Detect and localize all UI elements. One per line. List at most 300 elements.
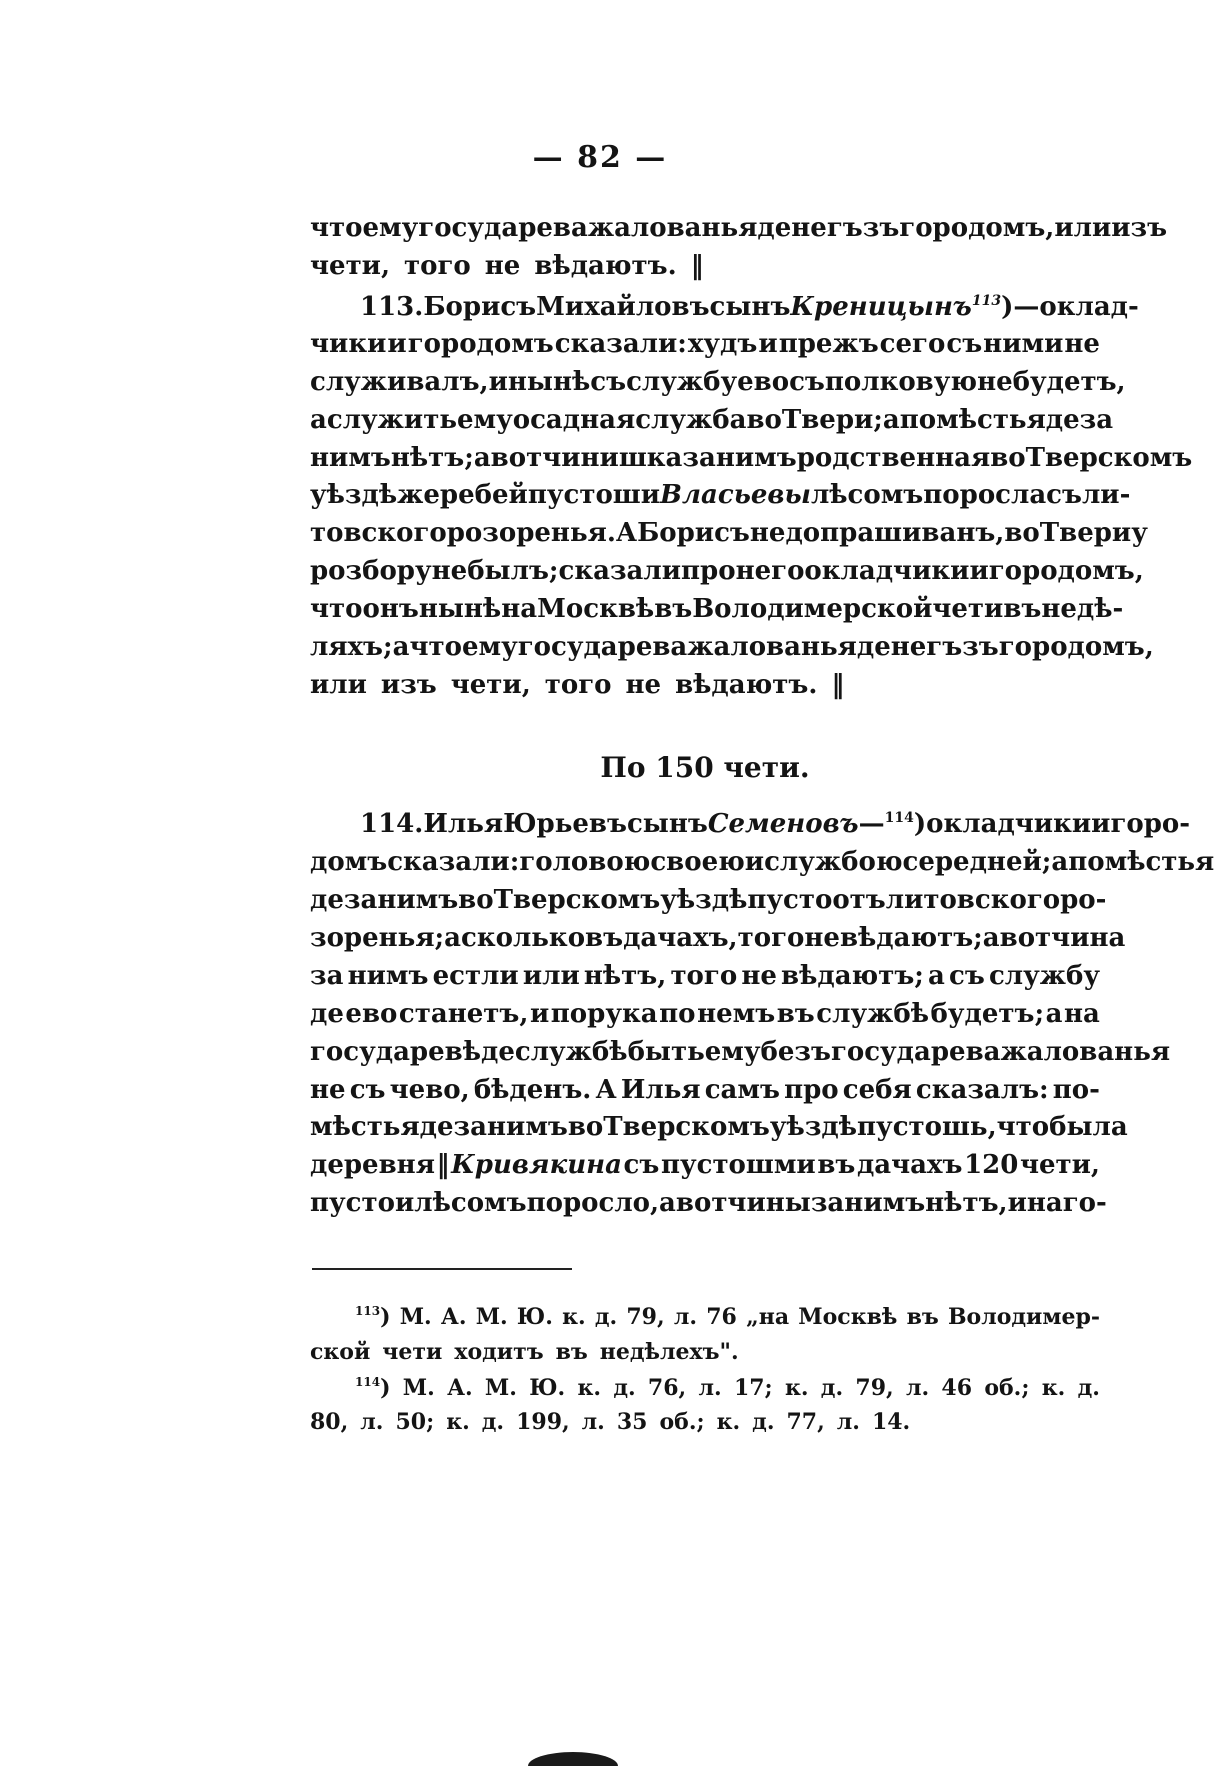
body-token: а: [473, 443, 491, 473]
body-word: [900, 402, 1046, 438]
body-token: службу: [626, 367, 738, 397]
emphasized-name: Креницынъ: [790, 292, 972, 322]
footnote-token: д.: [613, 1375, 636, 1401]
body-token: денегъ: [757, 213, 863, 243]
body-token: деревня: [310, 1150, 435, 1180]
body-token: ): [913, 809, 927, 839]
body-token: въ: [776, 999, 815, 1029]
body-word: [637, 515, 750, 551]
body-token: по-: [1052, 1075, 1100, 1105]
footnote-word: [698, 1372, 721, 1404]
body-word: [393, 629, 410, 665]
footnote-token: к.: [784, 1375, 809, 1401]
body-token: недѣ-: [1041, 594, 1124, 624]
body-word: [1001, 1034, 1171, 1070]
footnote-word: [798, 1301, 897, 1333]
body-token: жеребей: [397, 480, 528, 510]
body-token: не: [625, 670, 662, 700]
body-token: де: [310, 999, 344, 1029]
body-token: мѣстья: [310, 1112, 420, 1142]
body-token: за: [1079, 405, 1114, 435]
body-word: [880, 326, 946, 362]
body-token: и: [758, 329, 778, 359]
section-heading: По 150 чети.: [600, 751, 810, 784]
body-word: [1111, 210, 1167, 246]
body-word: [528, 477, 660, 513]
body-word: [804, 920, 840, 956]
footnote-line: [310, 1336, 1100, 1368]
body-token: чети: [932, 594, 1004, 624]
footnote-marker: 113: [355, 1304, 381, 1318]
body-token: зъ: [962, 632, 999, 662]
body-token: и: [394, 1188, 415, 1218]
body-token: чево,: [389, 1075, 470, 1105]
body-word: [454, 1109, 487, 1145]
body-word: [1063, 1185, 1107, 1221]
body-token: съ: [789, 367, 825, 397]
body-word: [797, 440, 991, 476]
body-word: [949, 958, 985, 994]
body-token: и: [969, 556, 989, 586]
body-token: вѣдаютъ.: [534, 251, 677, 281]
body-token: нынѣ: [507, 367, 591, 397]
body-token: ли-: [1081, 480, 1131, 510]
body-token: службою: [764, 847, 903, 877]
body-word: [1001, 289, 1139, 325]
body-word: [883, 402, 900, 438]
body-word: [530, 996, 549, 1032]
body-word: [1082, 477, 1130, 513]
body-word: [737, 364, 789, 400]
emphasized-name: Семеновъ: [707, 809, 859, 839]
body-word: [501, 591, 537, 627]
footnote-word: [403, 1372, 435, 1404]
body-word: [444, 920, 461, 956]
footnote-word: [395, 1406, 434, 1438]
footnote-token: М.: [399, 1304, 432, 1330]
body-word: [310, 248, 390, 284]
body-token: Тверскомъ: [1025, 443, 1193, 473]
body-token: не: [977, 367, 1013, 397]
body-word: [626, 364, 737, 400]
body-token: Борисъ: [423, 292, 537, 322]
body-token: на: [1064, 999, 1100, 1029]
footnote-word: [441, 1301, 467, 1333]
body-word: [902, 844, 1051, 880]
body-word: [840, 920, 983, 956]
body-word: [603, 1109, 770, 1145]
body-token: пустоши: [527, 480, 661, 510]
body-token: и: [488, 367, 508, 397]
footnote-token: об.;: [984, 1375, 1030, 1401]
body-word: [758, 326, 777, 362]
body-token: го-: [1062, 1188, 1107, 1218]
body-word: [362, 210, 418, 246]
body-word: [310, 844, 387, 880]
body-token: на: [501, 594, 538, 624]
body-word: [781, 958, 924, 994]
body-token: ево: [345, 999, 398, 1029]
body-word: [659, 996, 695, 1032]
body-word: [1080, 402, 1113, 438]
body-word: [377, 882, 458, 918]
body-line: [310, 1072, 1100, 1108]
body-line: [310, 477, 1131, 513]
body-word: [1003, 591, 1041, 627]
body-word: [670, 958, 737, 994]
body-word: [457, 402, 513, 438]
body-token: самъ: [704, 1075, 780, 1105]
body-word: [423, 289, 536, 325]
body-line: [310, 1147, 1100, 1183]
body-token: а: [1051, 847, 1069, 877]
body-line: [310, 996, 1100, 1032]
footnote-word: [626, 1301, 664, 1333]
body-line: [360, 289, 1139, 325]
body-token: Москвѣ: [537, 594, 655, 624]
footnote-token: М.: [484, 1375, 517, 1401]
body-token: чети,: [1019, 1150, 1100, 1180]
footnote-word: [310, 1336, 370, 1368]
body-token: родственная: [796, 443, 991, 473]
body-token: нимъ: [715, 443, 797, 473]
body-word: [310, 882, 344, 918]
body-token: изъ: [1111, 213, 1168, 243]
body-word: [310, 629, 393, 665]
footnote-word: [941, 1372, 972, 1404]
footnote-marker: 114: [355, 1375, 381, 1389]
body-token: сказали: [558, 556, 681, 586]
footnote-word: [752, 1406, 774, 1438]
body-token: порука: [550, 999, 658, 1029]
body-token: естли: [432, 961, 519, 991]
body-token: станетъ,: [398, 999, 529, 1029]
body-word: [831, 667, 844, 703]
body-word: [397, 477, 528, 513]
body-token: или: [1054, 213, 1112, 243]
body-word: [432, 553, 468, 589]
body-word: [310, 326, 386, 362]
body-token: у: [1131, 518, 1148, 548]
body-word: [485, 248, 521, 284]
body-word: [518, 629, 688, 665]
body-token: что: [996, 1112, 1050, 1142]
body-token: съ: [1046, 480, 1082, 510]
body-token: Илья: [620, 1075, 701, 1105]
body-token: а: [1045, 999, 1063, 1029]
body-word: [381, 667, 437, 703]
body-word: [1004, 515, 1039, 551]
body-word: [494, 882, 661, 918]
body-word: [462, 629, 518, 665]
body-token: бѣденъ.: [473, 1075, 592, 1105]
body-word: [682, 440, 715, 476]
body-word: [487, 1109, 568, 1145]
body-word: [1064, 996, 1100, 1032]
body-token: де: [1045, 405, 1080, 435]
body-token: съ: [949, 961, 985, 991]
body-token: съ: [590, 367, 627, 397]
body-token: того: [544, 670, 612, 700]
body-word: [1060, 882, 1106, 918]
body-token: сказалъ:: [915, 1075, 1049, 1105]
body-token: вѣдаютъ;: [781, 961, 924, 991]
body-token: Тверскомъ: [493, 885, 661, 915]
footnote-marker: 113: [971, 293, 1002, 309]
body-word: [923, 477, 1046, 513]
body-word: [508, 364, 590, 400]
footnote-token: 17;: [733, 1375, 773, 1401]
body-token: городомъ,: [899, 213, 1055, 243]
body-word: [804, 553, 969, 589]
footnote-token: недѣлехъ".: [599, 1339, 739, 1365]
body-token: сынъ: [626, 809, 708, 839]
body-token: а: [982, 923, 1000, 953]
body-token: на: [1026, 1188, 1063, 1218]
body-word: [660, 477, 811, 513]
body-token: чики: [310, 329, 387, 359]
footnote-word: [447, 1372, 473, 1404]
body-line: [310, 1034, 1171, 1070]
footnote-token: 50;: [395, 1409, 435, 1435]
body-token: того: [404, 251, 471, 281]
body-token: нимъ: [844, 1188, 926, 1218]
footnote-line: [355, 1372, 1100, 1404]
body-word: [681, 553, 736, 589]
body-token: того: [737, 923, 805, 953]
body-word: [310, 1147, 435, 1183]
body-token: розбору: [310, 556, 432, 586]
body-token: головою: [519, 847, 651, 877]
body-token: литовского: [885, 885, 1061, 915]
emphasized-name: Власьевы: [660, 480, 811, 510]
body-token: осадная: [512, 405, 636, 435]
body-token: государевѣ: [310, 1037, 481, 1067]
body-token: нимъ: [377, 885, 459, 915]
footnote-token: ской: [310, 1339, 371, 1365]
body-token: уѣздѣ: [310, 480, 398, 510]
body-word: [390, 1072, 470, 1108]
footnote-token: л.: [698, 1375, 722, 1401]
body-token: пустошми: [660, 1150, 816, 1180]
body-word: [474, 440, 491, 476]
footnote-token: д.: [594, 1304, 618, 1330]
body-line: [310, 553, 1144, 589]
body-word: [779, 326, 879, 362]
body-word: [746, 402, 781, 438]
body-word: [437, 1147, 450, 1183]
body-word: [523, 958, 580, 994]
body-word: [387, 326, 406, 362]
footnote-token: ): [380, 1375, 391, 1401]
body-word: [310, 1185, 395, 1221]
footnote-token: 14.: [871, 1409, 911, 1435]
body-token: съ: [623, 1150, 660, 1180]
body-token: городомъ,: [998, 632, 1154, 662]
body-token: въ: [1003, 594, 1042, 624]
body-word: [654, 591, 692, 627]
body-word: [1008, 1185, 1027, 1221]
body-word: [697, 996, 775, 1032]
body-token: за: [810, 1188, 845, 1218]
body-word: [916, 1072, 1049, 1108]
body-word: [817, 1147, 855, 1183]
body-word: [310, 958, 343, 994]
body-token: въ: [585, 923, 624, 953]
body-word: [595, 1072, 616, 1108]
body-word: [461, 920, 585, 956]
footnote-token: л.: [836, 1409, 860, 1435]
body-word: [588, 210, 758, 246]
footnote-word: [595, 1301, 617, 1333]
body-word: [1026, 440, 1193, 476]
body-token: Тверскомъ: [603, 1112, 770, 1142]
body-token: нимъ: [487, 1112, 568, 1142]
body-word: [777, 996, 815, 1032]
footnote-word: [706, 1301, 737, 1333]
footnote-word: [485, 1372, 517, 1404]
footnote-token: чети: [382, 1339, 443, 1365]
footnote-line: [355, 1301, 1100, 1333]
footnote-word: [786, 1406, 824, 1438]
body-token: безъ: [760, 1037, 831, 1067]
body-token: ему: [362, 213, 419, 243]
footnote-token: к.: [1041, 1375, 1066, 1401]
footnote-token: л.: [905, 1375, 930, 1401]
footnote-token: д.: [820, 1375, 844, 1401]
body-token: городомъ,: [988, 556, 1144, 586]
body-token: ‖: [690, 251, 704, 281]
body-token: окладчики: [804, 556, 970, 586]
body-word: [1064, 326, 1100, 362]
body-token: лѣсомъ: [810, 480, 924, 510]
body-token: розоренья.: [446, 518, 616, 548]
body-word: [360, 289, 423, 325]
body-token: окладчики: [926, 809, 1092, 839]
body-token: жалованья: [687, 632, 857, 662]
body-word: [418, 210, 588, 246]
footnote-word: [382, 1336, 442, 1368]
footnote-token: 46: [941, 1375, 973, 1401]
footnote-token: ): [380, 1304, 391, 1330]
body-word: [310, 553, 432, 589]
body-word: [627, 806, 708, 842]
body-word: [811, 477, 923, 513]
body-word: [691, 248, 704, 284]
body-token: худъ: [687, 329, 758, 359]
body-token: а: [392, 632, 410, 662]
body-word: [843, 1072, 912, 1108]
body-token: лѣсомъ: [414, 1188, 527, 1218]
body-token: а: [882, 405, 900, 435]
body-word: [447, 515, 616, 551]
body-word: [414, 1185, 526, 1221]
body-word: [931, 996, 1045, 1032]
body-token: за: [682, 443, 716, 473]
body-word: [310, 667, 367, 703]
body-token: ему: [704, 1037, 761, 1067]
body-token: что: [310, 213, 363, 243]
body-word: [1046, 402, 1080, 438]
body-word: [310, 515, 447, 551]
body-token: сколько: [461, 923, 586, 953]
body-token: государева: [517, 632, 688, 662]
footnote-word: [746, 1301, 789, 1333]
body-word: [863, 210, 900, 246]
body-token: а: [444, 923, 461, 953]
body-token: поросла: [923, 480, 1047, 510]
footnote-word: [529, 1372, 565, 1404]
body-token: горо-: [1110, 809, 1191, 839]
body-token: служивалъ,: [310, 367, 489, 397]
body-word: [344, 882, 377, 918]
body-word: [536, 289, 709, 325]
footnote-word: [659, 1406, 704, 1438]
footnote-token: А.: [447, 1375, 473, 1401]
body-line: [310, 440, 1193, 476]
body-word: [616, 515, 637, 551]
body-word: [345, 996, 397, 1032]
body-word: [310, 1034, 481, 1070]
body-token: пусто: [310, 1188, 395, 1218]
body-token: ро-: [1060, 885, 1107, 915]
body-word: [623, 920, 738, 956]
body-word: [983, 920, 1000, 956]
body-word: [1013, 364, 1126, 400]
body-token: нимъ: [310, 443, 391, 473]
body-line: [310, 629, 1154, 665]
body-line: [310, 1185, 1107, 1221]
body-token: нимъ: [347, 961, 429, 991]
body-token: и: [1007, 1188, 1027, 1218]
bottom-ornament: [528, 1752, 618, 1766]
body-word: [761, 1034, 831, 1070]
body-word: [537, 591, 654, 627]
footnote-token: М.: [402, 1375, 435, 1401]
body-token: онъ: [362, 594, 419, 624]
footnote-word: [613, 1372, 635, 1404]
footnote-token: д.: [1077, 1375, 1100, 1401]
footnote-word: [717, 1406, 741, 1438]
body-token: нѣтъ,: [583, 961, 667, 991]
body-token: за: [343, 885, 378, 915]
body-line: [310, 667, 1100, 703]
body-token: быть: [627, 1037, 705, 1067]
footnote-word: [582, 1406, 605, 1438]
body-line: [310, 882, 1107, 918]
footnote-word: [855, 1372, 893, 1404]
body-token: а: [659, 1188, 676, 1218]
body-word: [764, 844, 902, 880]
body-line: [310, 326, 1100, 362]
body-word: [659, 1185, 676, 1221]
body-token: съ: [946, 329, 983, 359]
body-word: [745, 844, 764, 880]
body-word: [1131, 515, 1148, 551]
body-token: вѣдаютъ.: [675, 670, 818, 700]
body-word: [628, 1034, 705, 1070]
body-word: [489, 364, 508, 400]
body-word: [1053, 1072, 1100, 1108]
body-token: товского: [310, 518, 447, 548]
body-token: не: [484, 251, 521, 281]
body-token: нынѣ: [418, 594, 502, 624]
body-token: де: [310, 885, 344, 915]
body-word: [585, 920, 623, 956]
body-word: [1040, 515, 1131, 551]
footnote-word: [617, 1406, 648, 1438]
body-word: [310, 1109, 420, 1145]
